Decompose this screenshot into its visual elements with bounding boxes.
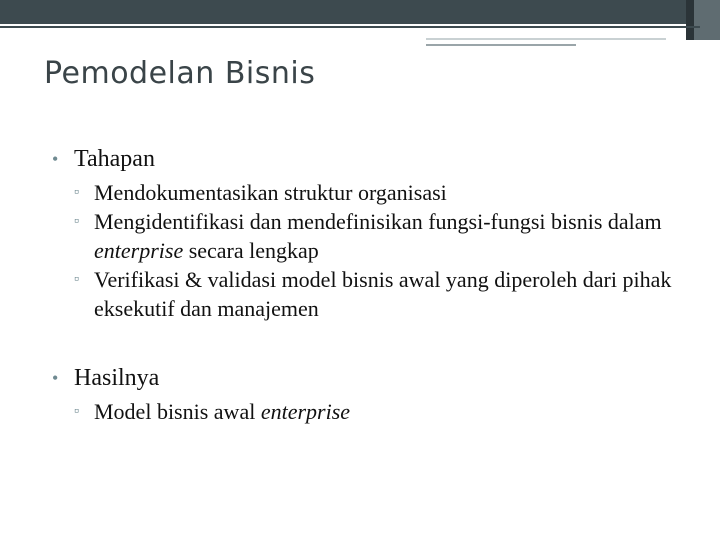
bullet-label: Hasilnya <box>74 365 160 391</box>
subitem-emphasis: enterprise <box>260 399 351 424</box>
header-accent-light <box>694 0 720 40</box>
header-line <box>0 26 700 28</box>
subitem <box>74 397 692 426</box>
sublist-tahapan <box>74 178 692 323</box>
header-rule-long <box>426 38 666 40</box>
bullet-tahapan <box>52 142 692 176</box>
square-bullet-icon: ▫ <box>74 185 79 200</box>
header-band <box>0 0 720 24</box>
slide-content <box>52 142 692 426</box>
sublist-hasilnya <box>74 397 692 426</box>
subitem-text: Mengidentifikasi dan mendefinisikan fungsi-fungsi bisnis dalam <box>94 209 662 234</box>
subitem-text: Verifikasi & validasi model bisnis awal yang diperoleh dari pihak eksekutif dan manajemen <box>94 267 672 321</box>
subitem <box>74 265 692 323</box>
bullet-label: Tahapan <box>74 146 155 172</box>
subitem <box>74 178 692 207</box>
subitem-text: Model bisnis awal <box>94 399 261 424</box>
square-bullet-icon: ▫ <box>74 272 79 287</box>
square-bullet-icon: ▫ <box>74 214 79 229</box>
header-accent-dark <box>686 0 694 40</box>
square-bullet-icon: ▫ <box>74 404 79 419</box>
bullet-icon: • <box>52 368 59 388</box>
bullet-icon: • <box>52 149 59 169</box>
subitem-emphasis: enterprise <box>94 238 184 263</box>
slide-title: Pemodelan Bisnis <box>44 56 316 91</box>
subitem <box>74 207 692 265</box>
subitem-text: Mendokumentasikan struktur organisasi <box>94 180 447 205</box>
header-rule-short <box>426 44 576 46</box>
bullet-hasilnya <box>52 361 692 395</box>
subitem-text-after: secara lengkap <box>183 238 319 263</box>
